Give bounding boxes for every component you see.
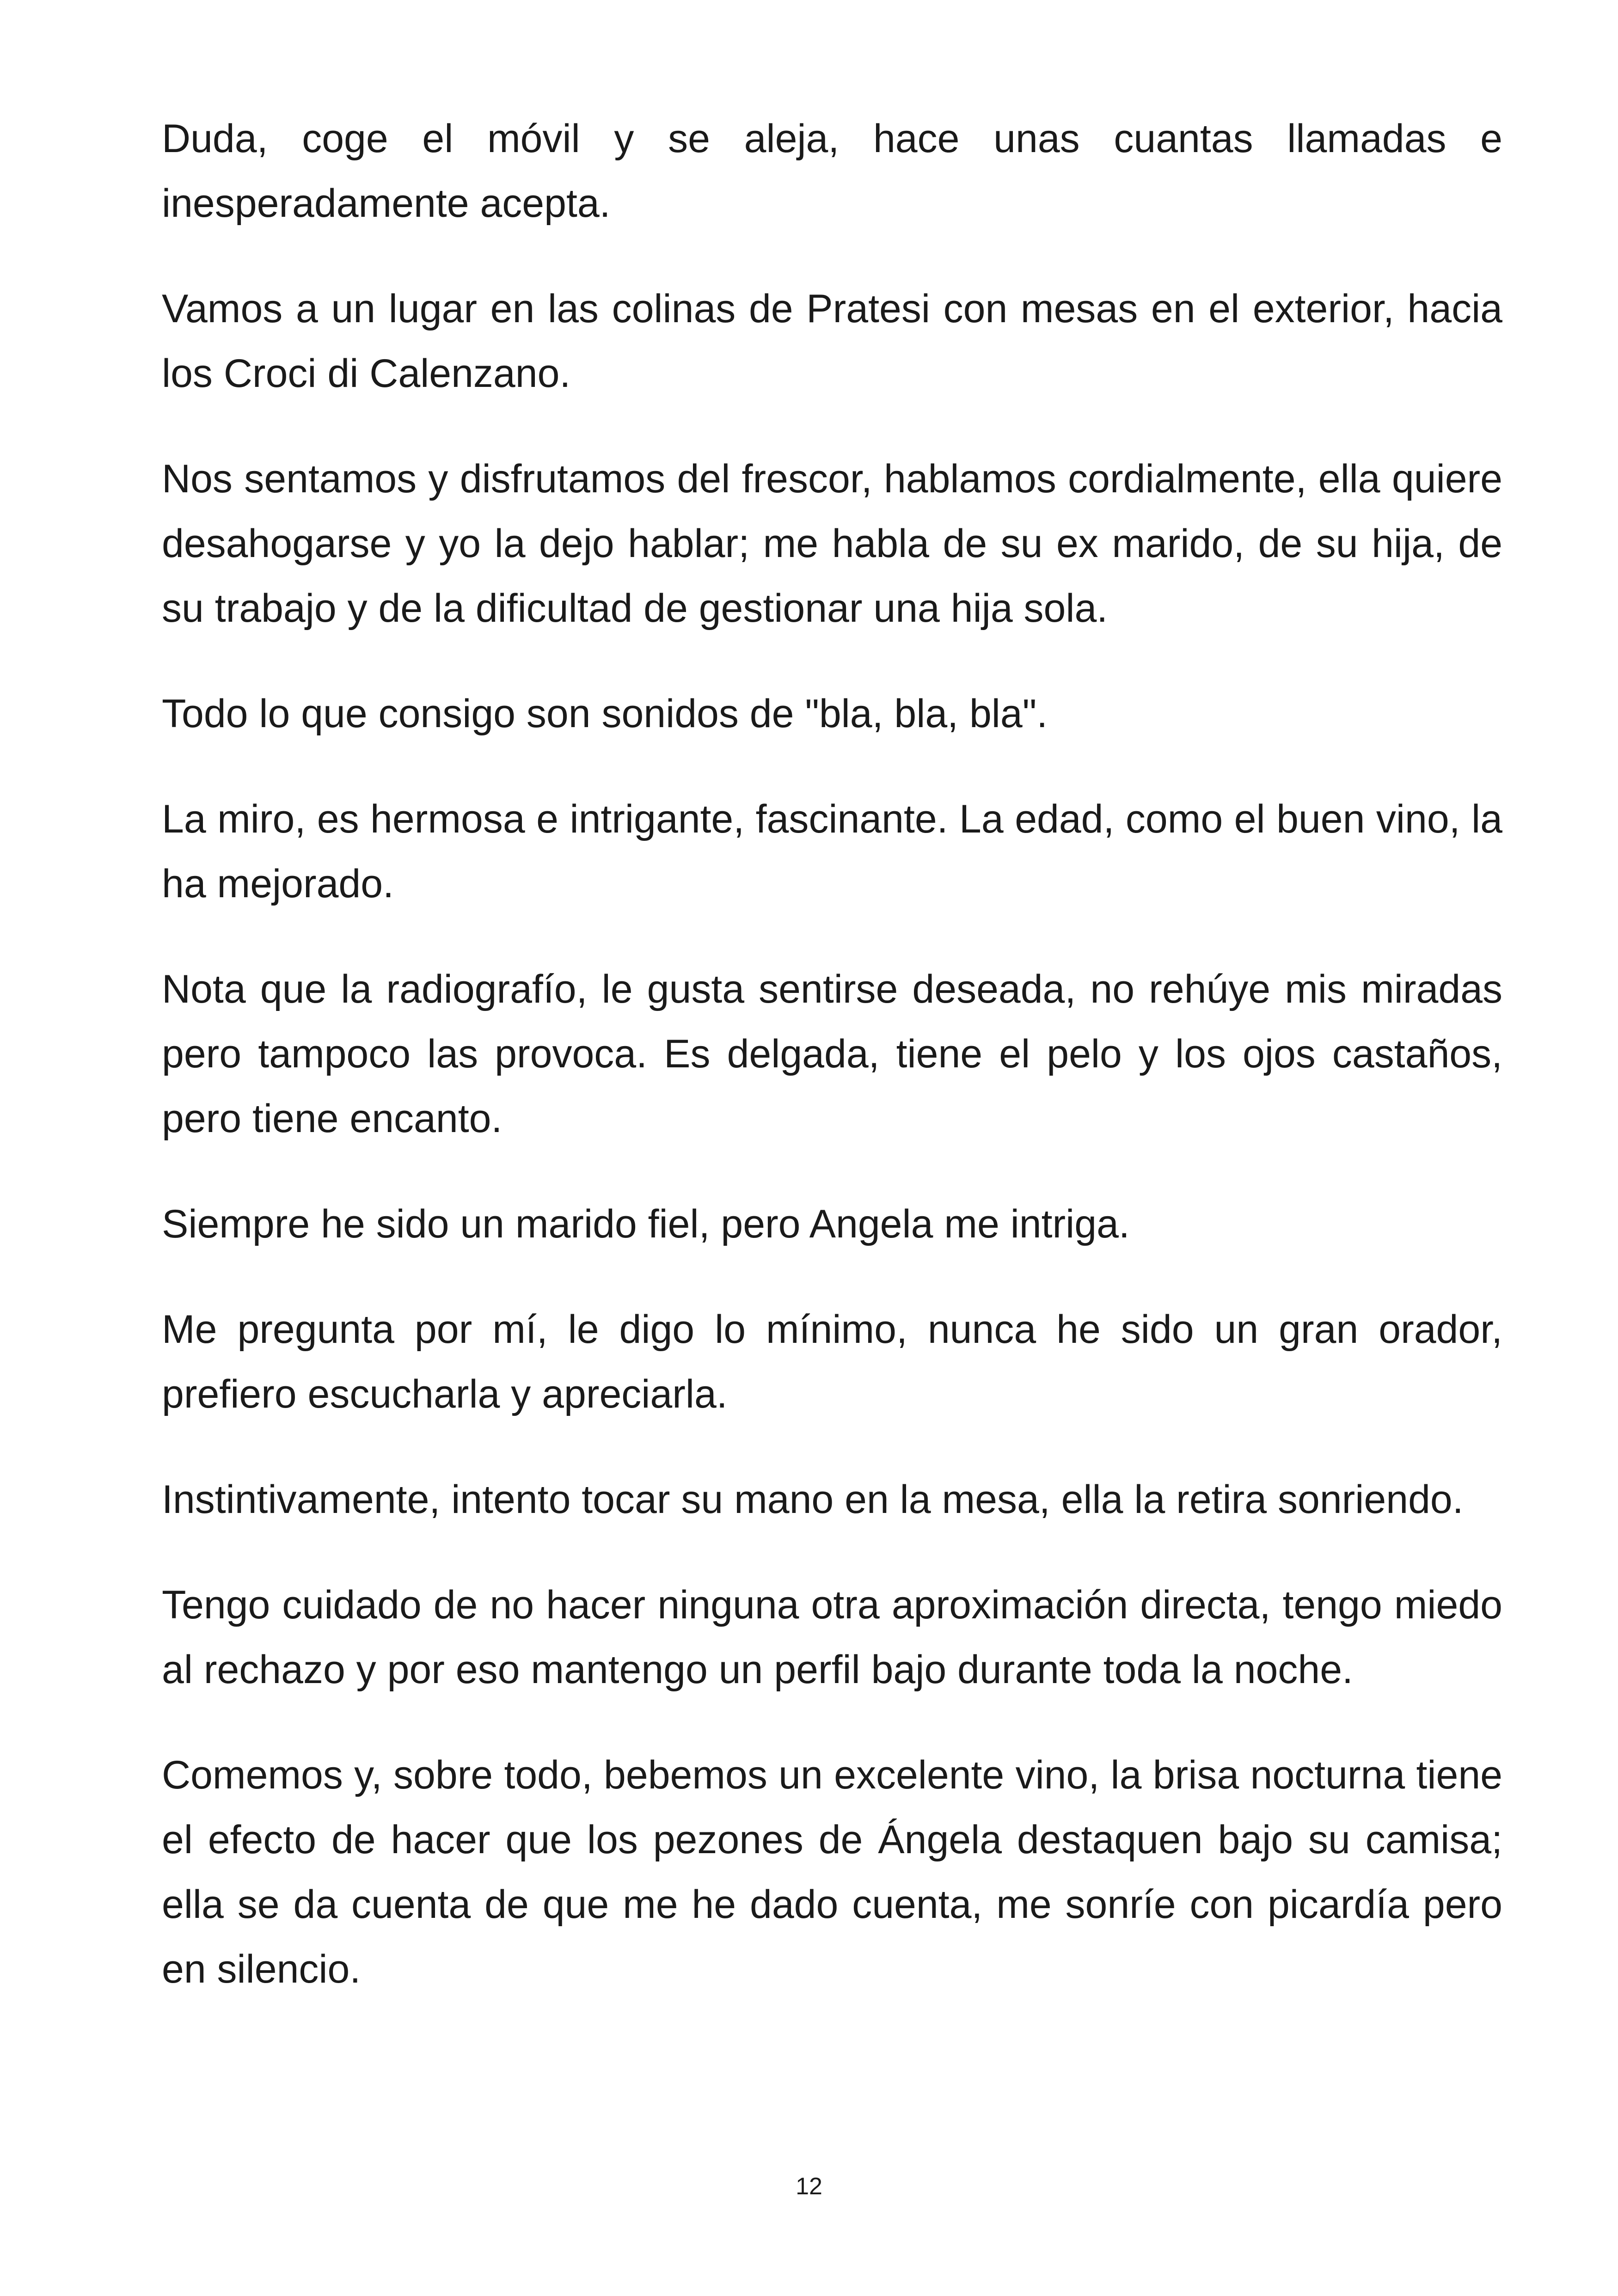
paragraph-8: Me pregunta por mí, le digo lo mínimo, nunca he sido un gran orador, prefiero escucharla y apreciarla. bbox=[162, 1307, 1502, 1416]
paragraph-1: Duda, coge el móvil y se aleja, hace unas cuantas llamadas e inesperadamente acepta. bbox=[162, 116, 1502, 226]
paragraph-3: Nos sentamos y disfrutamos del frescor, hablamos cordialmente, ella quiere desahogarse y yo la dejo hablar; me habla de su ex marido, de su hija, de su trabajo y de la dificultad de gestionar una hija sola. bbox=[162, 457, 1502, 631]
paragraph-7: Siempre he sido un marido fiel, pero Angela me intriga. bbox=[162, 1202, 1130, 1246]
body-text bbox=[162, 106, 1502, 2042]
paragraph-2: Vamos a un lugar en las colinas de Pratesi con mesas en el exterior, hacia los Croci di Calenzano. bbox=[162, 287, 1502, 396]
paragraph-5: La miro, es hermosa e intrigante, fascinante. La edad, como el buen vino, la ha mejorado. bbox=[162, 797, 1502, 906]
paragraph-4: Todo lo que consigo son sonidos de "bla, bla, bla". bbox=[162, 692, 1048, 736]
paragraph-6: Nota que la radiografío, le gusta sentirse deseada, no rehúye mis miradas pero tampoco las provoca. Es delgada, tiene el pelo y los ojos castaños, pero tiene encanto. bbox=[162, 967, 1502, 1141]
paragraph-11: Comemos y, sobre todo, bebemos un excelente vino, la brisa nocturna tiene el efecto de hacer que los pezones de Ángela destaquen bajo su camisa; ella se da cuenta de que me he dado cuenta, me sonríe con picardía pero en silencio. bbox=[162, 1753, 1502, 1991]
paragraph-9: Instintivamente, intento tocar su mano en la mesa, ella la retira sonriendo. bbox=[162, 1477, 1464, 1522]
paragraph-10: Tengo cuidado de no hacer ninguna otra aproximación directa, tengo miedo al rechazo y por eso mantengo un perfil bajo durante toda la noche. bbox=[162, 1583, 1502, 1692]
page-number: 12 bbox=[796, 2173, 822, 2200]
